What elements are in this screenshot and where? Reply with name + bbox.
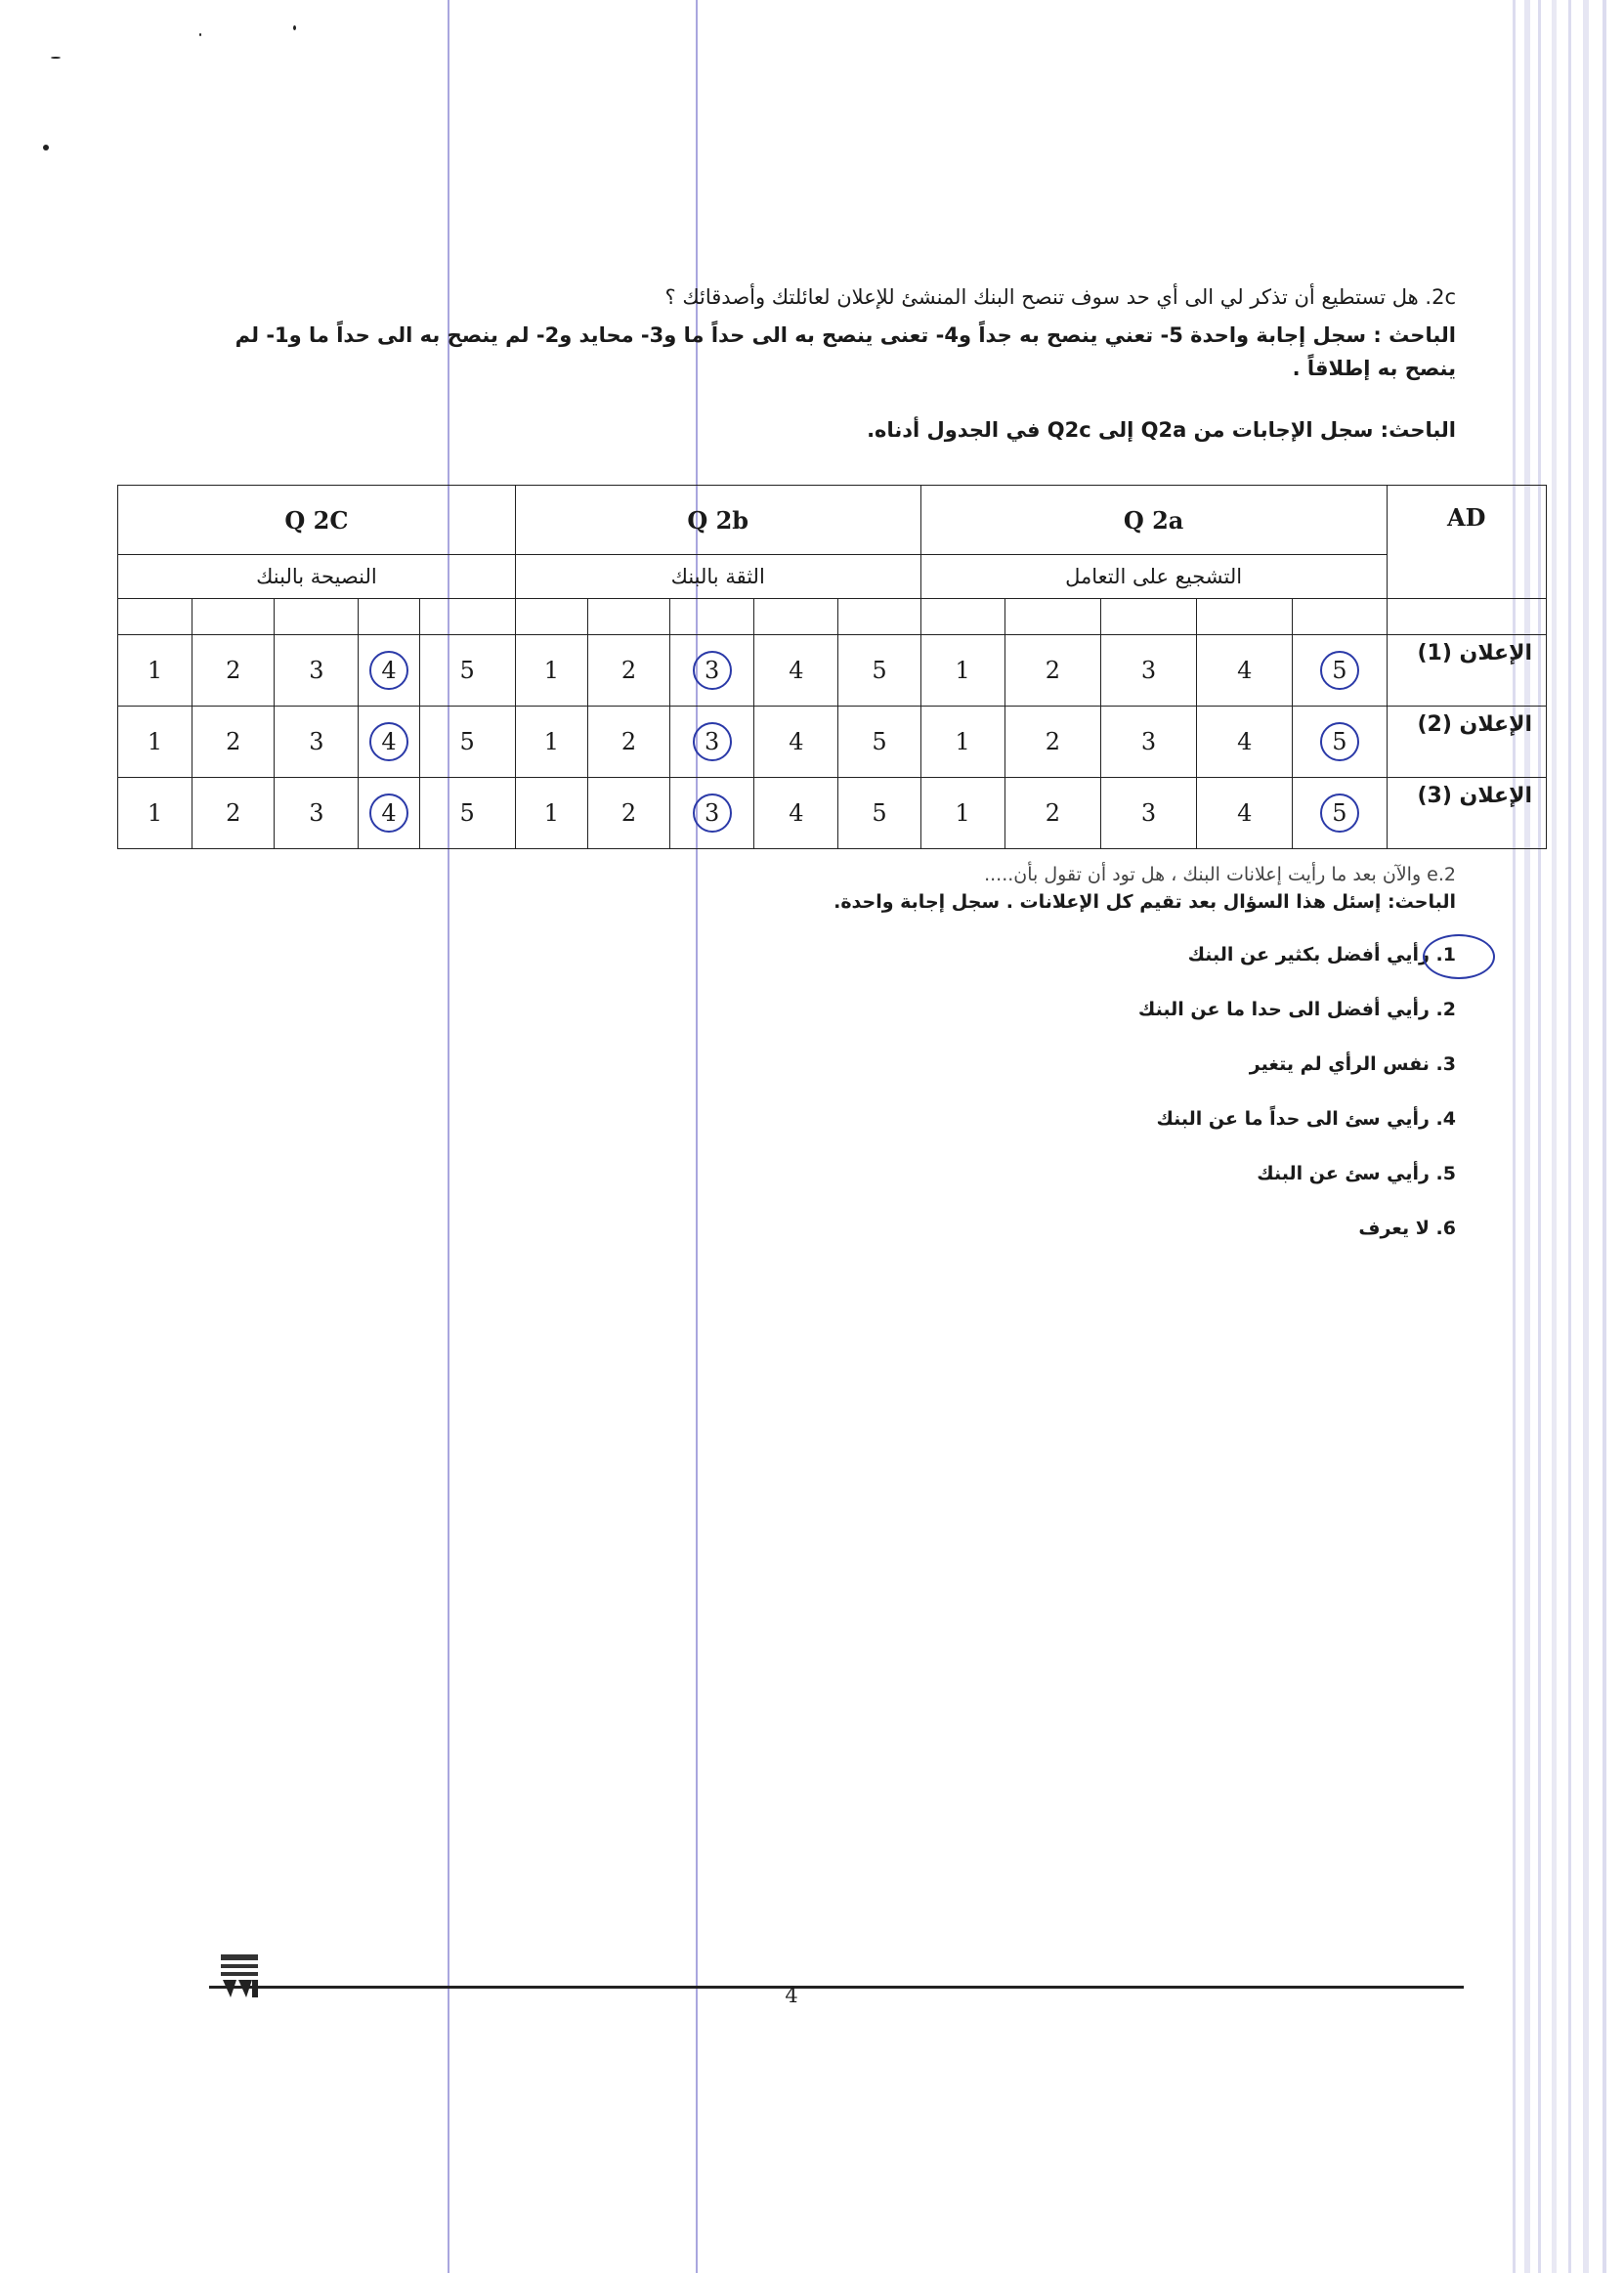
q2b-option[interactable]: 4 <box>754 707 838 778</box>
answer-option-3[interactable]: 3. نفس الرأي لم يتغير <box>1249 1053 1456 1075</box>
pen-circle: 4 <box>369 651 408 690</box>
q2b-option[interactable]: 1 <box>515 707 587 778</box>
q2c-option[interactable]: 2 <box>192 707 275 778</box>
scan-edge <box>1538 0 1541 2273</box>
pen-circle <box>1423 934 1495 979</box>
record-answers-note: الباحث: سجل الإجابات من Q2a إلى Q2c في الجدول أدناه. <box>867 418 1456 442</box>
scan-edge <box>1513 0 1516 2273</box>
pen-circle: 3 <box>693 651 732 690</box>
ad-column-header: AD <box>1387 486 1546 599</box>
group-header-q2a: Q 2a <box>920 486 1387 555</box>
group-header-q2b: Q 2b <box>515 486 920 555</box>
group-header-q2c: Q 2C <box>118 486 516 555</box>
scan-edge <box>1524 0 1530 2273</box>
q2c-option[interactable]: 5 <box>419 635 515 707</box>
pen-circle: 3 <box>693 793 732 833</box>
q2c-option[interactable]: 3 <box>275 635 359 707</box>
pen-circle: 5 <box>1320 651 1359 690</box>
answer-option-6[interactable]: 6. لا يعرف <box>1358 1218 1456 1239</box>
scan-speck <box>51 57 61 59</box>
q2c-option[interactable]: 3 <box>275 778 359 849</box>
scan-speck <box>199 33 201 36</box>
ad-row-2 <box>118 707 1547 778</box>
answer-option-2[interactable]: 2. رأيي أفضل الى حدا ما عن البنك <box>1137 999 1456 1020</box>
q2c-option[interactable]: 1 <box>118 635 192 707</box>
pen-circle: 4 <box>369 793 408 833</box>
answers-table <box>117 485 1547 849</box>
answer-option-4[interactable]: 4. رأيي سئ الى حداً ما عن البنك <box>1156 1108 1456 1130</box>
pen-circle: 5 <box>1320 722 1359 761</box>
group-label-q2b: الثقة بالبنك <box>515 555 920 599</box>
page-number: 4 <box>785 1984 798 2007</box>
ad-row-1 <box>118 635 1547 707</box>
q2c-option[interactable]: 2 <box>192 635 275 707</box>
ad-row-label: الإعلان (3) <box>1387 778 1546 849</box>
q2b-option[interactable]: 2 <box>587 778 669 849</box>
q2a-option[interactable]: 3 <box>1100 778 1196 849</box>
q2b-option[interactable]: 5 <box>838 707 920 778</box>
scan-speck <box>293 25 296 30</box>
q2a-option[interactable]: 4 <box>1197 778 1293 849</box>
pen-circle: 4 <box>369 722 408 761</box>
q2a-option-selected[interactable] <box>1293 635 1387 707</box>
question-2c-title: 2c. هل تستطيع أن تذكر لي الى أي حد سوف تنصح البنك المنشئ للإعلان لعائلتك وأصدقائك ؟ <box>664 285 1456 309</box>
q2a-option[interactable]: 2 <box>1004 778 1100 849</box>
q2a-option[interactable]: 4 <box>1197 635 1293 707</box>
q2a-option[interactable]: 3 <box>1100 635 1196 707</box>
q2c-option-selected[interactable] <box>359 707 419 778</box>
q2a-option[interactable]: 3 <box>1100 707 1196 778</box>
scan-edge <box>1603 0 1606 2273</box>
pen-circle: 5 <box>1320 793 1359 833</box>
q2c-option[interactable]: 5 <box>419 778 515 849</box>
ad-row-3 <box>118 778 1547 849</box>
q2a-option[interactable]: 4 <box>1197 707 1293 778</box>
question-2e-instruction: الباحث: إسئل هذا السؤال بعد تقيم كل الإعلانات . سجل إجابة واحدة. <box>833 891 1456 913</box>
q2a-option[interactable]: 1 <box>920 778 1004 849</box>
group-label-q2c: النصيحة بالبنك <box>118 555 516 599</box>
q2a-option[interactable]: 1 <box>920 635 1004 707</box>
q2c-option[interactable]: 1 <box>118 707 192 778</box>
answer-option-5[interactable]: 5. رأيي سئ عن البنك <box>1257 1163 1456 1184</box>
q2c-option[interactable]: 3 <box>275 707 359 778</box>
question-2c-instruction: الباحث : سجل إجابة واحدة 5- تعني ينصح به جداً و4- تعنى ينصح به الى حداً ما و3- محايد و2- لم ينصح به الى حداً ما و1- لم ينصح به إطلاقاً . <box>235 323 1456 380</box>
q2b-option[interactable]: 1 <box>515 635 587 707</box>
q2b-option[interactable]: 4 <box>754 778 838 849</box>
q2b-option[interactable]: 2 <box>587 707 669 778</box>
q2b-option-selected[interactable] <box>670 778 754 849</box>
scan-edge <box>1583 0 1589 2273</box>
q2b-option[interactable]: 5 <box>838 778 920 849</box>
group-label-q2a: التشجيع على التعامل <box>920 555 1387 599</box>
q2c-option-selected[interactable] <box>359 635 419 707</box>
q2a-option-selected[interactable] <box>1293 778 1387 849</box>
q2b-option[interactable]: 4 <box>754 635 838 707</box>
ad-row-label: الإعلان (1) <box>1387 635 1546 707</box>
q2a-option[interactable]: 1 <box>920 707 1004 778</box>
q2c-option-selected[interactable] <box>359 778 419 849</box>
pen-circle: 3 <box>693 722 732 761</box>
q2a-option[interactable]: 2 <box>1004 707 1100 778</box>
q2a-option[interactable]: 2 <box>1004 635 1100 707</box>
company-logo-icon <box>219 1951 260 1999</box>
q2b-option-selected[interactable] <box>670 635 754 707</box>
q2b-option-selected[interactable] <box>670 707 754 778</box>
q2b-option[interactable]: 5 <box>838 635 920 707</box>
q2b-option[interactable]: 1 <box>515 778 587 849</box>
scan-edge <box>1552 0 1557 2273</box>
q2a-option-selected[interactable] <box>1293 707 1387 778</box>
answer-option-1[interactable]: 1. رأيي أفضل بكثير عن البنك <box>1187 944 1456 965</box>
question-2e-title: 2.e والآن بعد ما رأيت إعلانات البنك ، هل تود أن تقول بأن..... <box>984 864 1456 885</box>
scan-speck <box>43 145 49 150</box>
scan-edge <box>1568 0 1571 2273</box>
q2c-option[interactable]: 5 <box>419 707 515 778</box>
q2b-option[interactable]: 2 <box>587 635 669 707</box>
footer-rule <box>209 1986 1464 1989</box>
ad-row-label: الإعلان (2) <box>1387 707 1546 778</box>
q2c-option[interactable]: 2 <box>192 778 275 849</box>
q2c-option[interactable]: 1 <box>118 778 192 849</box>
